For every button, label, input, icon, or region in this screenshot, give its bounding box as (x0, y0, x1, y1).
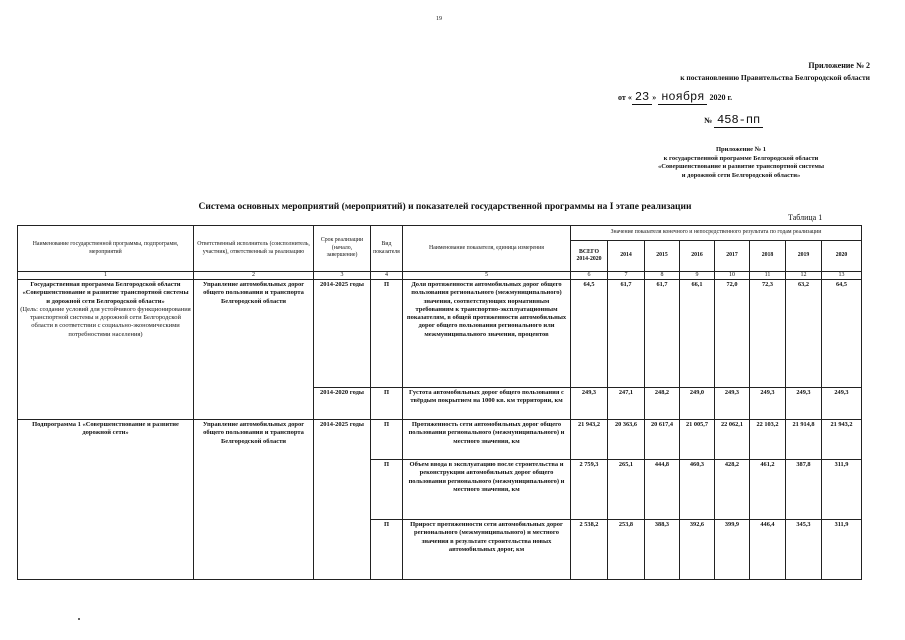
header-year-2014: 2014 (608, 241, 645, 272)
column-number: 1 (18, 272, 194, 280)
document-heading: Система основных мероприятий (мероприятий) и показателей государственной программы на I этапе реализации (198, 202, 692, 212)
value-cell: 61,7 (608, 280, 645, 388)
appendix2-title: Приложение № 2 (808, 61, 870, 70)
value-cell: 21 943,2 (571, 420, 608, 460)
resolution-date (618, 90, 808, 104)
value-cell: 21 914,8 (786, 420, 822, 460)
header-year-2016: 2016 (680, 241, 715, 272)
value-cell: 66,1 (680, 280, 715, 388)
program-executor: Управление автомобильных дорог общего пользования и транспорта Белгородской области (194, 280, 314, 420)
row-period: 2014-2025 годы (314, 280, 371, 388)
row-type: П (371, 460, 403, 520)
subprogram-period: 2014-2025 годы (314, 420, 371, 580)
column-number: 5 (403, 272, 571, 280)
value-cell: 399,9 (715, 520, 750, 580)
value-cell: 428,2 (715, 460, 750, 520)
header-year-2019: 2019 (786, 241, 822, 272)
value-cell: 249,3 (822, 388, 862, 420)
value-cell: 61,7 (645, 280, 680, 388)
value-cell: 460,3 (680, 460, 715, 520)
column-number: 7 (608, 272, 645, 280)
value-cell: 21 005,7 (680, 420, 715, 460)
subprogram-executor: Управление автомобильных дорог общего пользования и транспорта Белгородской области (194, 420, 314, 580)
appendix2-line: к постановлению Правительства Белгородской области (680, 73, 870, 82)
header-indicator: Наименование показателя, единица измерения (403, 226, 571, 272)
column-number: 13 (822, 272, 862, 280)
column-number: 3 (314, 272, 371, 280)
value-cell: 2 759,3 (571, 460, 608, 520)
value-cell: 311,9 (822, 460, 862, 520)
value-cell: 249,3 (750, 388, 786, 420)
page-number: 19 (436, 16, 442, 22)
header-executor: Ответственный исполнитель (соисполнитель, участник), ответственный за реализацию (194, 226, 314, 272)
row-period: 2014-2020 годы (314, 388, 371, 420)
column-number: 4 (371, 272, 403, 280)
column-number: 12 (786, 272, 822, 280)
value-cell: 446,4 (750, 520, 786, 580)
value-cell: 249,3 (786, 388, 822, 420)
table-label: Таблица 1 (788, 213, 823, 222)
row-indicator: Протяженность сети автомобильных дорог общего пользования регионального (межмуниципального) и местного значения, км (403, 420, 571, 460)
value-cell: 247,1 (608, 388, 645, 420)
value-cell: 20 617,4 (645, 420, 680, 460)
header-year-2017: 2017 (715, 241, 750, 272)
value-cell: 72,3 (750, 280, 786, 388)
row-indicator: Доля протяженности автомобильных дорог общего пользования регионального (межмуниципального) значения, соответствующих нормативным требованиям к транспортно-эксплуатационным показателям, в общей протяженности автомобильных дорог общего пользования регионального или межмуниципального значения, процентов (403, 280, 571, 388)
appendix1-line2: «Совершенствование и развитие транспортной системы (657, 163, 825, 170)
row-indicator: Густота автомобильных дорог общего пользования с твёрдым покрытием на 1000 кв. км территории, км (403, 388, 571, 420)
value-cell: 20 363,6 (608, 420, 645, 460)
row-type: П (371, 520, 403, 580)
value-cell: 388,3 (645, 520, 680, 580)
value-cell: 392,6 (680, 520, 715, 580)
appendix1-line3: и дорожной сети Белгородской области» (681, 171, 801, 179)
value-cell: 253,8 (608, 520, 645, 580)
date-month: ноября (658, 90, 707, 105)
value-cell: 248,2 (645, 388, 680, 420)
value-cell: 265,1 (608, 460, 645, 520)
header-year-2015: 2015 (645, 241, 680, 272)
value-cell: 311,9 (822, 520, 862, 580)
column-number: 9 (680, 272, 715, 280)
value-cell: 2 538,2 (571, 520, 608, 580)
header-name: Наименование государственной программы, подпрограмм, мероприятий (18, 226, 194, 272)
value-cell: 64,5 (571, 280, 608, 388)
date-prefix: от (618, 93, 626, 102)
value-cell: 249,3 (715, 388, 750, 420)
value-cell: 345,3 (786, 520, 822, 580)
header-period: Срок реализации (начало, завершение) (314, 226, 371, 272)
column-number: 2 (194, 272, 314, 280)
appendix2-block (600, 60, 870, 84)
resolution-number (704, 113, 763, 127)
column-number: 11 (750, 272, 786, 280)
value-cell: 444,8 (645, 460, 680, 520)
table-row (18, 420, 862, 460)
indicators-table (17, 225, 862, 580)
table-row (18, 280, 862, 388)
header-year-2018: 2018 (750, 241, 786, 272)
header-year-total: ВСЕГО 2014-2020 (571, 241, 608, 272)
value-cell: 72,0 (715, 280, 750, 388)
row-type: П (371, 280, 403, 388)
header-values-group: Значение показателя конечного и непосредственного результата по годам реализации (571, 226, 862, 241)
number-value: 458-пп (714, 113, 763, 128)
program-name: Государственная программа Белгородской области «Совершенствование и развитие транспортной системы и дорожной сети Белгородской области» (22, 281, 189, 305)
appendix1-line1: к государственной программе Белгородской области (663, 154, 819, 162)
value-cell: 249,3 (571, 388, 608, 420)
row-indicator: Прирост протяженности сети автомобильных дорог регионального (межмуниципального) и местного значения в результате строительства новых автомобильных дорог, км (403, 520, 571, 580)
value-cell: 461,2 (750, 460, 786, 520)
value-cell: 21 943,2 (822, 420, 862, 460)
date-day: 23 (632, 90, 652, 105)
value-cell: 63,2 (786, 280, 822, 388)
row-type: П (371, 388, 403, 420)
value-cell: 64,5 (822, 280, 862, 388)
column-number: 10 (715, 272, 750, 280)
program-name-cell (18, 280, 194, 420)
row-indicator: Объем ввода в эксплуатацию после строительства и реконструкции автомобильных дорог общего пользования регионального (межмуниципального) и местного значения, км (403, 460, 571, 520)
subprogram-name: Подпрограмма 1 «Совершенствование и развитие дорожной сети» (18, 420, 194, 580)
header-type: Вид показателя (371, 226, 403, 272)
date-open-quote: « (627, 93, 632, 102)
row-type: П (371, 420, 403, 460)
value-cell: 249,0 (680, 388, 715, 420)
column-number: 6 (571, 272, 608, 280)
appendix1-title: Приложение № 1 (715, 146, 767, 153)
program-goal: (Цель: создание условий для устойчивого функционирования транспортной системы и дорожной сети Белгородской области в соответствии с социально-экономическими потребностями населения) (20, 305, 191, 338)
date-close-quote: » (652, 93, 657, 102)
number-prefix: № (704, 116, 713, 125)
value-cell: 22 103,2 (750, 420, 786, 460)
value-cell: 387,8 (786, 460, 822, 520)
column-number: 8 (645, 272, 680, 280)
appendix1-block (600, 146, 882, 180)
scan-speck (78, 618, 80, 620)
value-cell: 22 062,1 (715, 420, 750, 460)
date-year: 2020 г. (709, 93, 733, 102)
header-year-2020: 2020 (822, 241, 862, 272)
